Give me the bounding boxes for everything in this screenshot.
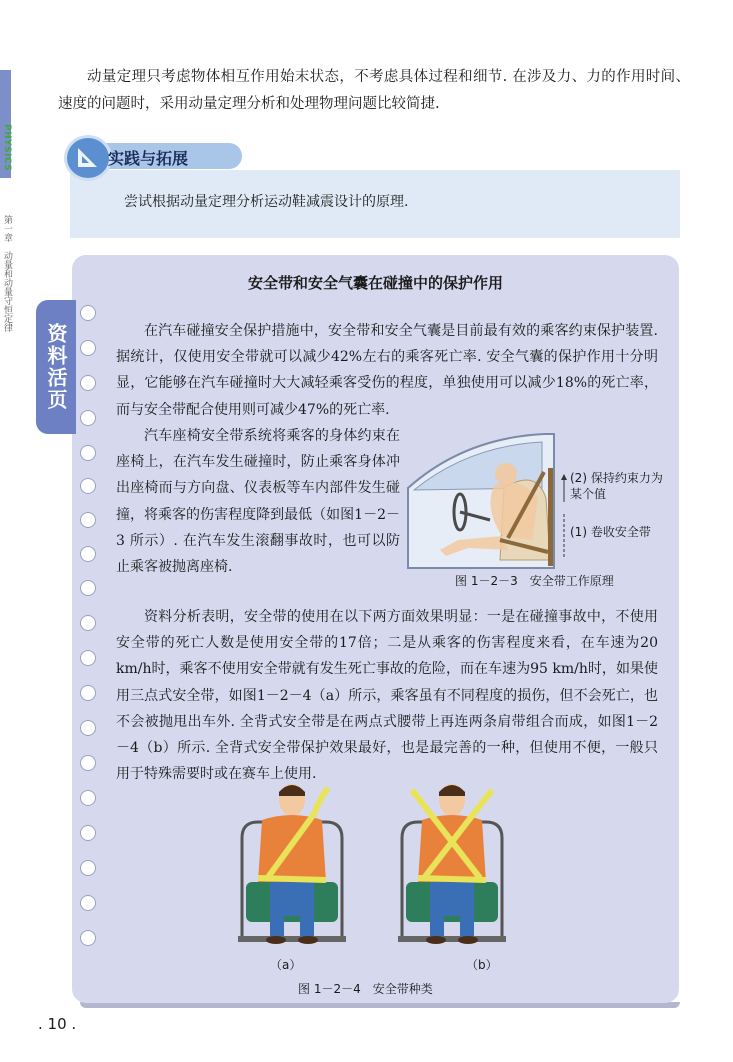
binding-ring	[80, 445, 96, 461]
binding-ring	[80, 685, 96, 701]
practice-text: 尝试根据动量定理分析运动鞋减震设计的原理.	[124, 194, 409, 210]
retract-belt-label: (1) 卷收安全带	[570, 525, 651, 539]
seatbelt-mechanism-figure	[404, 428, 672, 578]
binding-ring	[80, 410, 96, 426]
practice-header	[64, 135, 676, 175]
intro-paragraph: 动量定理只考虑物体相互作用始末状态，不考虑具体过程和细节. 在涉及力、力的作用时间、速度的问题时，采用动量定理分析和处理物理问题比较简捷.	[58, 69, 690, 112]
binding-ring	[80, 895, 96, 911]
binding-ring	[80, 755, 96, 771]
article-paragraph-2: 汽车座椅安全带系统将乘客的身体约束在座椅上，在汽车发生碰撞时，防止乘客身体冲出座椅而与方向盘、仪表板等车内部件发生碰撞，将乘客的伤害程度降到最低（如图1－2－3 所示）. 在汽车发生滚翻事故时，也可以防止乘客被抛离座椅.	[116, 428, 400, 576]
article-paragraph-3: 资料分析表明，安全带的使用在以下两方面效果明显：一是在碰撞事故中，不使用安全带的死亡人数是使用安全带的17倍；二是从乘客的伤害程度来看，在车速为20 km/h时，乘客不使用安全带就有发生死亡事故的危险，而在车速为95 km/h时，如果使用三点式安全带，如图1－2－4（a）所示，乘客虽有不同程度的损伤，但不会死亡，也不会被抛甩出车外. 全背式安全带是在两点式腰带上再连两条肩带组合而成，如图1－2－4（b）所示. 全背式安全带保护效果最好，也是最完善的一种，但使用不便，一般只用于特殊需要时或在赛车上使用.	[116, 609, 658, 783]
binding-ring	[80, 340, 96, 356]
seatbelt-types-figure	[232, 778, 512, 972]
binding-ring	[80, 860, 96, 876]
retract-force-label: (2) 保持约束力为某个值	[570, 471, 663, 501]
figure-1-2-4-caption: 图 1－2－4 安全带种类	[298, 982, 433, 996]
chapter-label: 第一章 动量和动量守恒定律	[2, 215, 12, 332]
subject-label: PHYSICS	[2, 124, 12, 172]
figure-b-label: （b）	[466, 958, 498, 972]
ruler-triangle-icon	[64, 135, 112, 181]
binding-ring	[80, 305, 96, 321]
binding-ring	[80, 790, 96, 806]
binding-ring	[80, 512, 96, 528]
article-title: 安全带和安全气囊在碰撞中的保护作用	[247, 274, 503, 292]
page-number: . 10 .	[38, 1015, 77, 1033]
figure-1-2-3-caption: 图 1－2－3 安全带工作原理	[455, 574, 614, 588]
binding-ring	[80, 825, 96, 841]
binding-ring	[80, 375, 96, 391]
binding-ring	[80, 615, 96, 631]
binding-ring	[80, 650, 96, 666]
side-tab: 资料活页	[36, 300, 76, 434]
practice-title: 实践与拓展	[108, 149, 189, 168]
binding-ring	[80, 580, 96, 596]
binding-ring	[80, 930, 96, 946]
binding-ring	[80, 478, 96, 494]
binding-ring	[80, 546, 96, 562]
article-paragraph-1: 在汽车碰撞安全保护措施中，安全带和安全气囊是目前最有效的乘客约束保护装置. 据统计，仅使用安全带就可以减少42%左右的乘客死亡率. 安全气囊的保护作用十分明显，它能够在汽车碰撞时大大减轻乘客受伤的程度，单独使用可以减少18%的死亡率，而与安全带配合使用则可减少47%的死亡率.	[116, 323, 658, 418]
binding-ring	[80, 720, 96, 736]
figure-a-label: （a）	[270, 958, 302, 972]
